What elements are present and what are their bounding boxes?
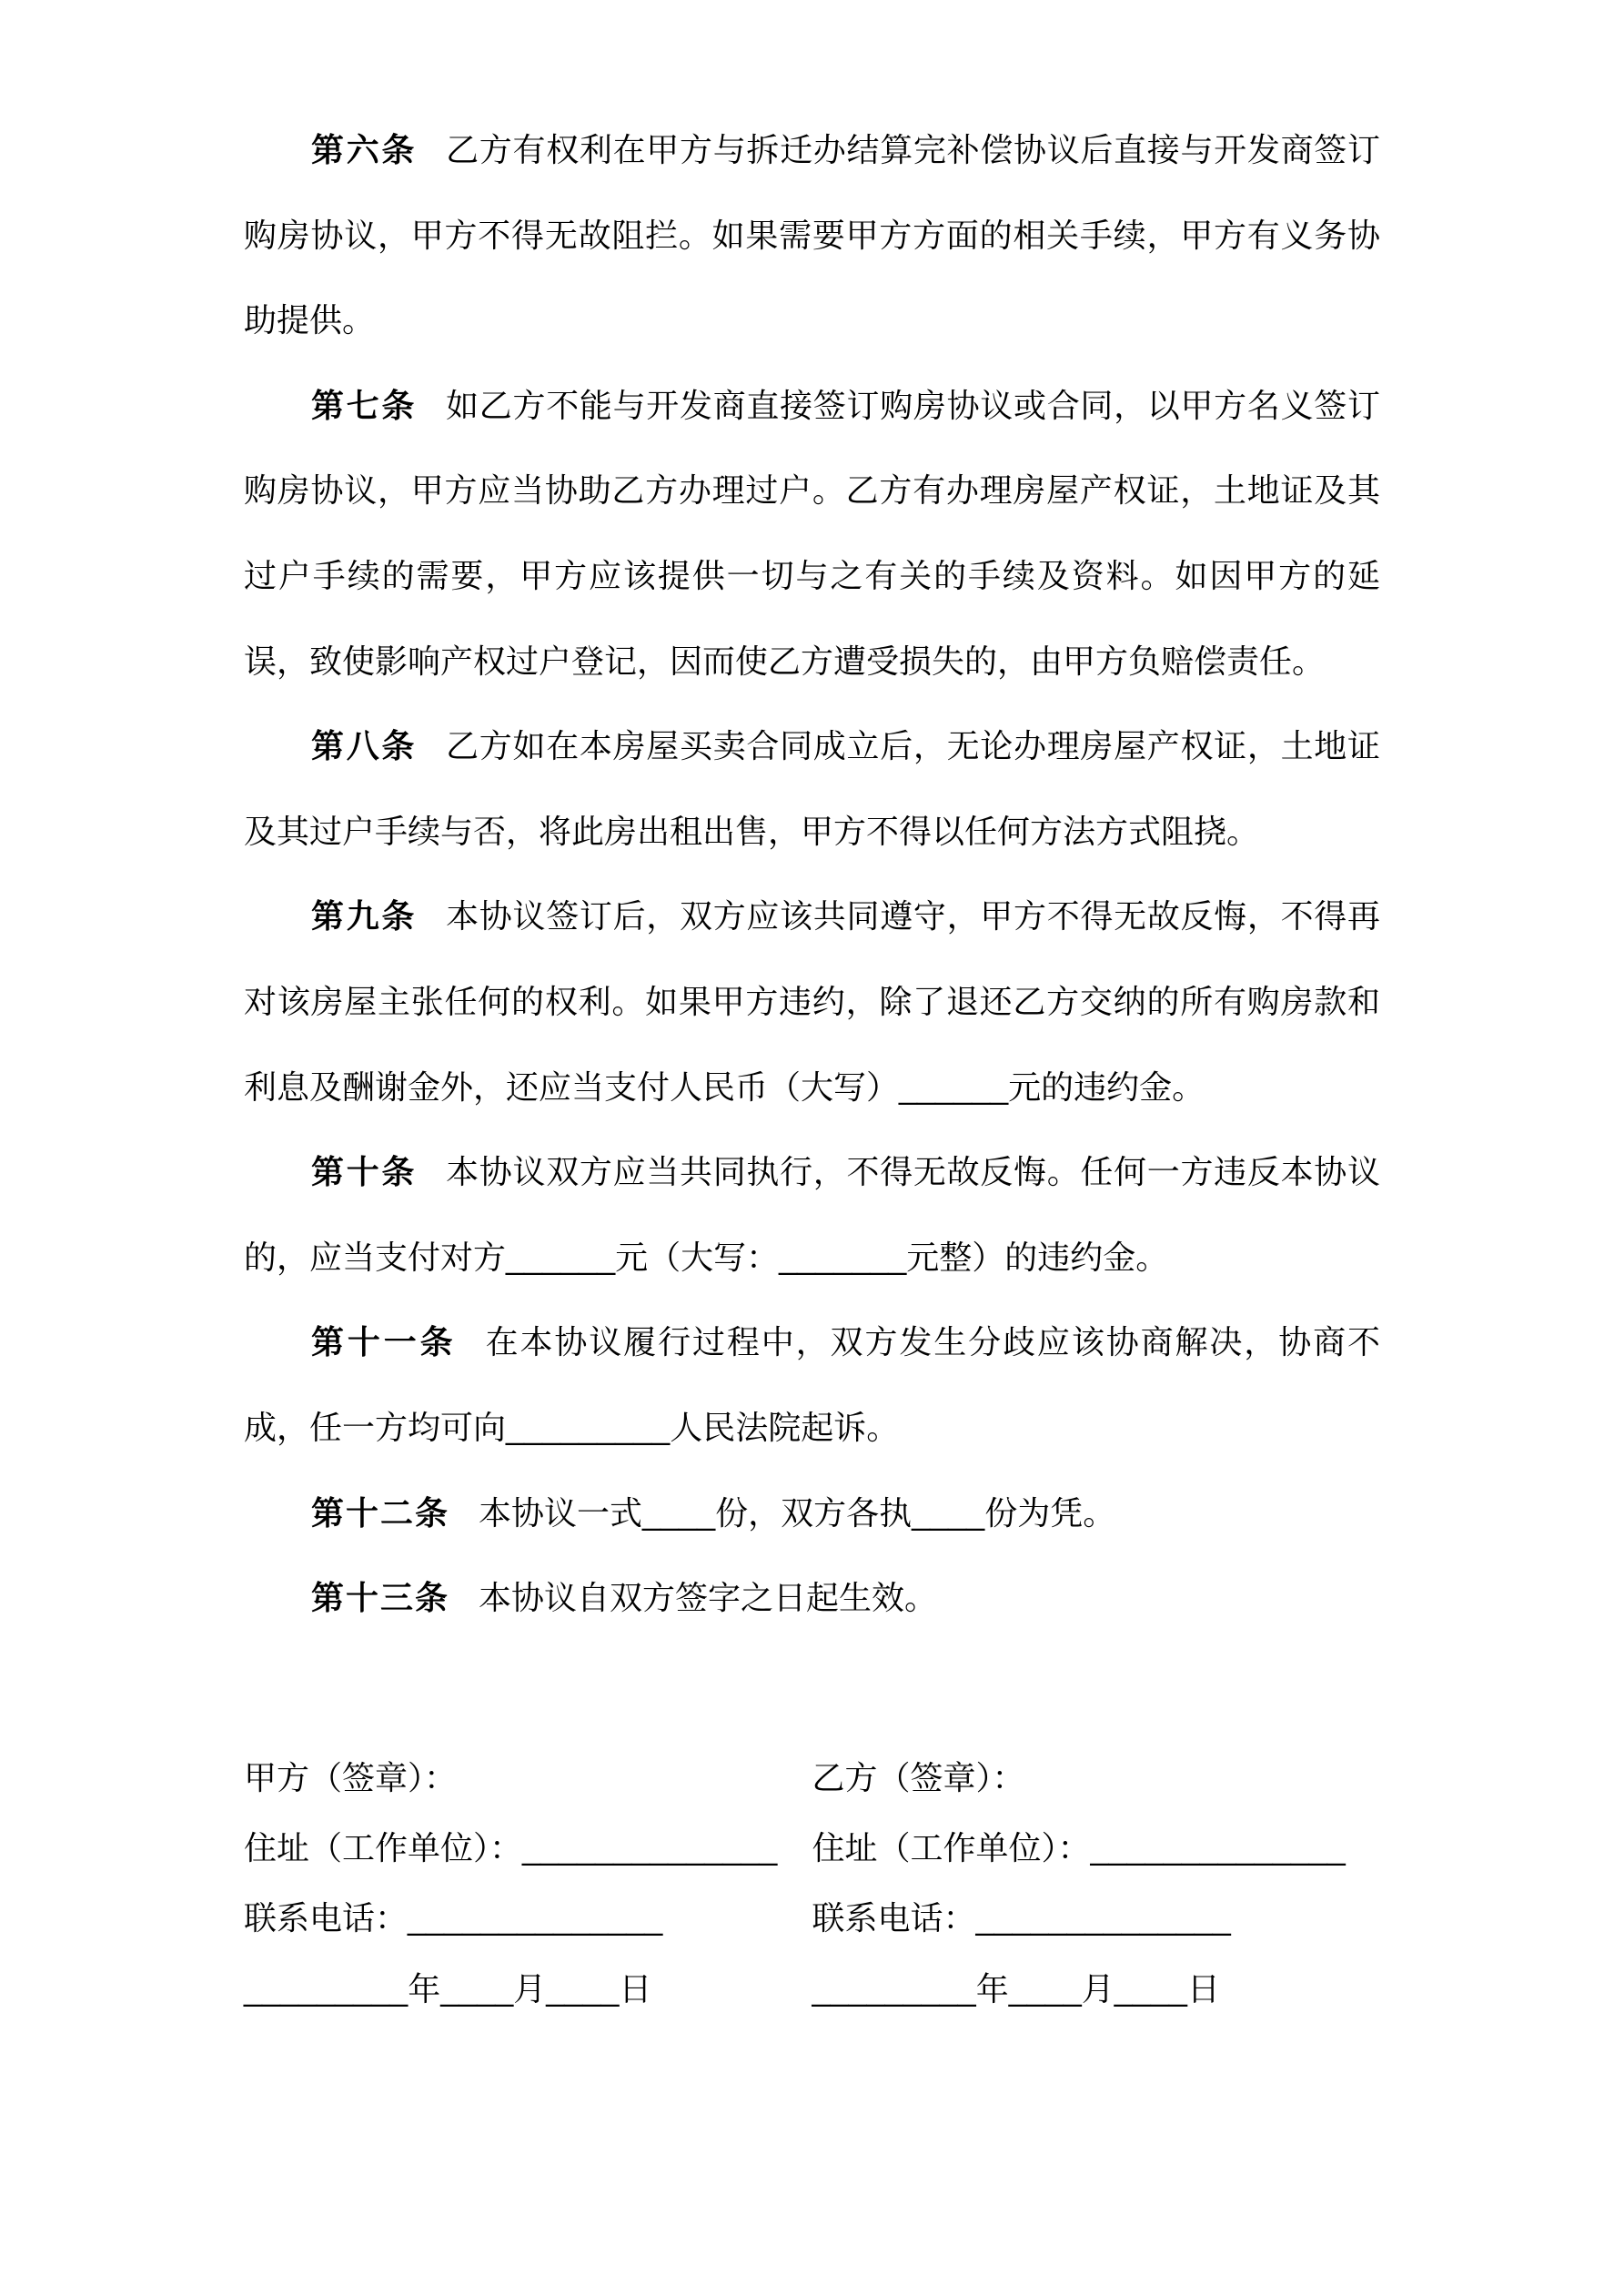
clause-12 [244, 1471, 1380, 1556]
party-a-block [244, 1743, 812, 2025]
party-a-date: _________年____月____日 [244, 1969, 652, 2008]
clause-6-label: 第六条 [311, 131, 418, 168]
clause-6-text: 乙方有权利在甲方与拆迁办结算完补偿协议后直接与开发商签订购房协议，甲方不得无故阻拦。如果需要甲方方面的相关手续，甲方有义务协助提供。 [244, 131, 1380, 339]
party-a-phone: 联系电话：______________ [244, 1899, 663, 1937]
party-b-title: 乙方（签章）： [812, 1758, 1025, 1796]
clause-8 [244, 703, 1380, 874]
clause-13 [244, 1555, 1380, 1641]
clause-13-text: 本协议自双方签字之日起生效。 [479, 1579, 938, 1617]
clause-7-text: 如乙方不能与开发商直接签订购房协议或合同，以甲方名义签订购房协议，甲方应当协助乙方办理过户。乙方有办理房屋产权证，土地证及其过户手续的需要，甲方应该提供一切与之有关的手续及资料。如因甲方的延误，致使影响产权过户登记，因而使乙方遭受损失的，由甲方负赔偿责任。 [244, 386, 1380, 680]
clause-9-label: 第九条 [311, 897, 418, 936]
clause-11-label: 第十一条 [311, 1323, 457, 1361]
clause-10-text: 本协议双方应当共同执行，不得无故反悔。任何一方违反本协议的，应当支付对方______元（大写：_______元整）的违约金。 [244, 1153, 1380, 1276]
party-b-date: _________年____月____日 [812, 1969, 1220, 2008]
clause-6 [244, 107, 1380, 363]
clause-9 [244, 874, 1380, 1129]
clause-13-label: 第十三条 [311, 1579, 450, 1617]
party-b-phone: 联系电话：______________ [812, 1899, 1231, 1937]
clause-8-text: 乙方如在本房屋买卖合同成立后，无论办理房屋产权证，土地证及其过户手续与否，将此房出租出售，甲方不得以任何方法方式阻挠。 [244, 727, 1380, 850]
clause-8-label: 第八条 [311, 727, 418, 765]
clause-12-label: 第十二条 [311, 1493, 450, 1532]
clause-12-text: 本协议一式____份，双方各执____份为凭。 [479, 1493, 1116, 1532]
party-b-address: 住址（工作单位）：______________ [812, 1829, 1346, 1867]
party-a-title: 甲方（签章）： [244, 1758, 458, 1796]
clause-11 [244, 1300, 1380, 1470]
clause-10-label: 第十条 [311, 1153, 418, 1191]
signature-section [244, 1743, 1380, 2025]
clause-11-text: 在本协议履行过程中，双方发生分歧应该协商解决，协商不成，任一方均可向_________人民法院起诉。 [244, 1323, 1380, 1446]
clause-10 [244, 1129, 1380, 1300]
clause-9-text: 本协议签订后，双方应该共同遵守，甲方不得无故反悔，不得再对该房屋主张任何的权利。如果甲方违约，除了退还乙方交纳的所有购房款和利息及酬谢金外，还应当支付人民币（大写）______元的违约金。 [244, 897, 1380, 1106]
clause-7-label: 第七条 [311, 386, 418, 424]
clause-7 [244, 363, 1380, 703]
party-a-address: 住址（工作单位）：______________ [244, 1829, 778, 1867]
party-b-block [812, 1743, 1381, 2025]
